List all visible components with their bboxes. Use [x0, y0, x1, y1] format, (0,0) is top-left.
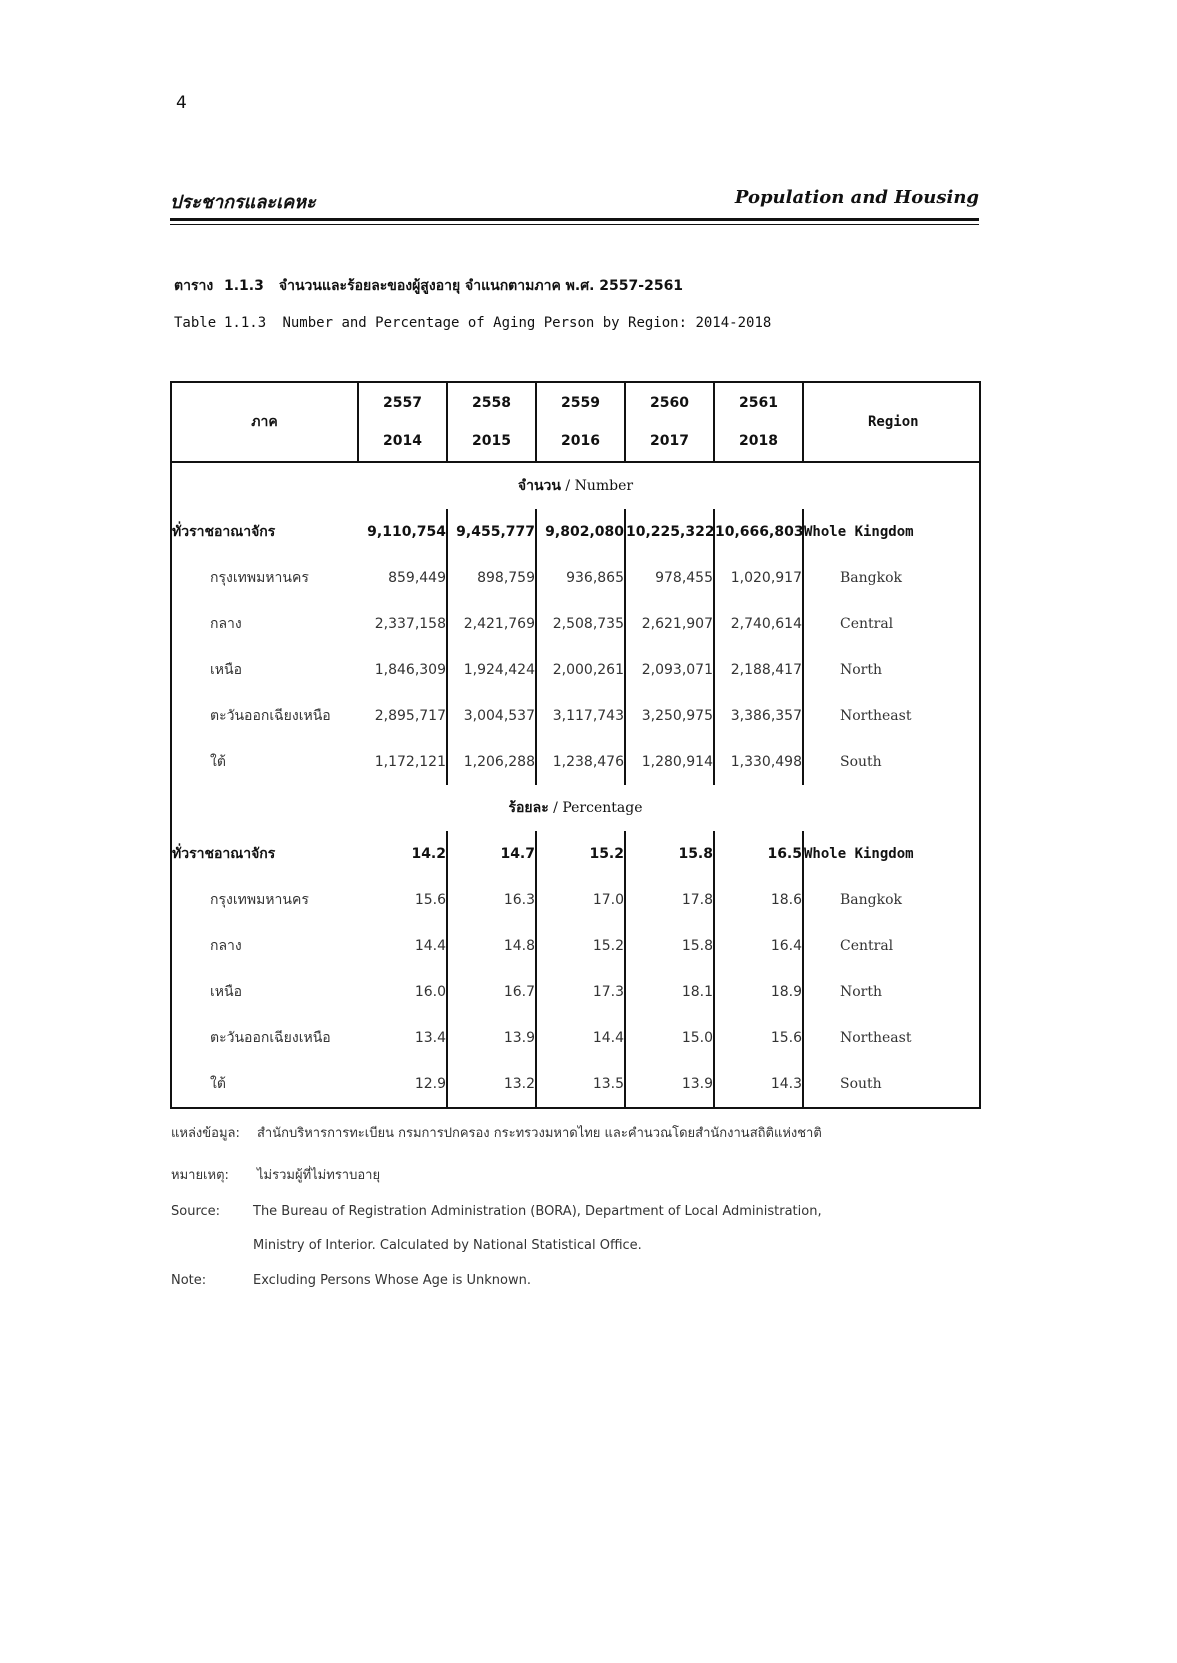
region-name-thai: ทั่วราชอาณาจักร [172, 846, 276, 862]
table-row [171, 509, 980, 555]
value-cell: 15.8 [625, 831, 714, 877]
value-cell: 15.0 [625, 1015, 714, 1061]
region-name-english: Whole Kingdom [804, 846, 914, 862]
header-year-col [536, 382, 625, 462]
region-name-thai: กรุงเทพมหานคร [210, 892, 309, 908]
table-row [171, 923, 980, 969]
value-cell: 2,337,158 [358, 601, 447, 647]
value-cell: 898,759 [447, 555, 536, 601]
source-english-line2: Ministry of Interior. Calculated by National Statistical Office. [253, 1238, 642, 1253]
region-name-english: Northeast [840, 1030, 912, 1046]
source-english-cont [171, 1238, 642, 1253]
region-name-english: North [840, 984, 883, 1000]
header-year-col [358, 382, 447, 462]
region-name-thai: ใต้ [210, 754, 226, 770]
year-thai: 2558 [472, 395, 511, 411]
value-cell: 2,093,071 [625, 647, 714, 693]
region-name-thai: ทั่วราชอาณาจักร [172, 524, 276, 540]
value-cell: 2,188,417 [714, 647, 803, 693]
value-cell: 15.6 [358, 877, 447, 923]
value-cell: 2,421,769 [447, 601, 536, 647]
value-cell: 1,924,424 [447, 647, 536, 693]
year-english: 2017 [650, 433, 689, 449]
value-cell: 16.0 [358, 969, 447, 1015]
value-cell: 2,000,261 [536, 647, 625, 693]
value-cell: 1,020,917 [714, 555, 803, 601]
value-cell: 3,117,743 [536, 693, 625, 739]
value-cell: 12.9 [358, 1061, 447, 1108]
value-cell: 16.4 [714, 923, 803, 969]
region-name-english: Bangkok [840, 892, 903, 908]
note-thai-text: ไม่รวมผู้ที่ไม่ทราบอายุ [257, 1168, 381, 1183]
caption-thai-title: จำนวนและร้อยละของผู้สูงอายุ จำแนกตามภาค พ.ศ. 2557-2561 [278, 278, 684, 294]
region-name-thai: เหนือ [210, 662, 242, 678]
value-cell: 2,895,717 [358, 693, 447, 739]
value-cell: 16.5 [714, 831, 803, 877]
table-row [171, 1015, 980, 1061]
table-row [171, 693, 980, 739]
value-cell: 13.9 [625, 1061, 714, 1108]
table-row [171, 647, 980, 693]
value-cell: 936,865 [536, 555, 625, 601]
value-cell: 1,330,498 [714, 739, 803, 785]
region-name-thai: ใต้ [210, 1076, 226, 1092]
section-title-thai: จำนวน [517, 478, 561, 494]
header-year-col [714, 382, 803, 462]
value-cell: 13.9 [447, 1015, 536, 1061]
value-cell: 3,004,537 [447, 693, 536, 739]
header-region-english: Region [803, 382, 980, 462]
value-cell: 2,740,614 [714, 601, 803, 647]
region-name-english: North [840, 662, 883, 678]
value-cell: 3,250,975 [625, 693, 714, 739]
table-row [171, 969, 980, 1015]
region-name-thai: กลาง [210, 938, 242, 954]
header-thai-title: ประชากรและเคหะ [170, 192, 316, 213]
table-caption-english [174, 315, 771, 331]
source-english-line1: The Bureau of Registration Administration (BORA), Department of Local Administration, [253, 1204, 822, 1219]
year-english: 2018 [739, 433, 778, 449]
table-row [171, 1061, 980, 1108]
note-thai [171, 1164, 380, 1185]
source-thai [171, 1122, 822, 1143]
section-percentage-title-row [171, 785, 980, 831]
value-cell: 14.3 [714, 1061, 803, 1108]
value-cell: 1,846,309 [358, 647, 447, 693]
caption-thai-label: ตาราง [174, 278, 214, 294]
region-name-english: South [840, 754, 882, 770]
value-cell: 13.5 [536, 1061, 625, 1108]
value-cell: 14.8 [447, 923, 536, 969]
value-cell: 15.2 [536, 831, 625, 877]
region-name-thai: เหนือ [210, 984, 242, 1000]
section-title-thai: ร้อยละ [508, 800, 549, 816]
value-cell: 16.3 [447, 877, 536, 923]
value-cell: 18.9 [714, 969, 803, 1015]
section-number-title [171, 462, 980, 509]
header-english-title: Population and Housing [734, 187, 979, 208]
value-cell: 15.2 [536, 923, 625, 969]
header-rule-thick [170, 218, 979, 221]
year-thai: 2557 [383, 395, 422, 411]
value-cell: 14.4 [536, 1015, 625, 1061]
region-name-thai: กลาง [210, 616, 242, 632]
region-name-thai: กรุงเทพมหานคร [210, 570, 309, 586]
year-english: 2014 [383, 433, 422, 449]
table-header-row [171, 382, 980, 462]
section-title-separator: / [548, 800, 563, 816]
section-title-english: Number [574, 478, 634, 494]
table-row [171, 739, 980, 785]
header-region-thai: ภาค [171, 382, 358, 462]
region-name-english: South [840, 1076, 882, 1092]
year-english: 2016 [561, 433, 600, 449]
caption-english-title: Number and Percentage of Aging Person by Region: 2014-2018 [282, 315, 772, 331]
value-cell: 17.0 [536, 877, 625, 923]
source-thai-text: สำนักบริหารการทะเบียน กรมการปกครอง กระทรวงมหาดไทย และคำนวณโดยสำนักงานสถิติแห่งชาติ [257, 1126, 822, 1141]
value-cell: 18.1 [625, 969, 714, 1015]
value-cell: 1,172,121 [358, 739, 447, 785]
section-percentage-title [171, 785, 980, 831]
header-year-col [447, 382, 536, 462]
value-cell: 16.7 [447, 969, 536, 1015]
year-thai: 2561 [739, 395, 778, 411]
value-cell: 18.6 [714, 877, 803, 923]
caption-thai-number: 1.1.3 [224, 278, 264, 294]
note-english-label: Note: [171, 1273, 207, 1288]
value-cell: 10,666,803 [714, 509, 803, 555]
aging-population-table [170, 381, 981, 1109]
caption-english-label: Table [174, 315, 217, 331]
page-number: 4 [176, 93, 187, 113]
table-row [171, 831, 980, 877]
region-name-thai: ตะวันออกเฉียงเหนือ [210, 708, 331, 724]
region-name-english: Whole Kingdom [804, 524, 914, 540]
table-caption-thai [174, 275, 683, 297]
region-name-english: Central [840, 938, 894, 954]
value-cell: 17.8 [625, 877, 714, 923]
value-cell: 9,455,777 [447, 509, 536, 555]
value-cell: 1,206,288 [447, 739, 536, 785]
caption-english-number: 1.1.3 [224, 315, 267, 331]
section-title-english: Percentage [562, 800, 643, 816]
note-english-text: Excluding Persons Whose Age is Unknown. [253, 1273, 531, 1288]
value-cell: 10,225,322 [625, 509, 714, 555]
table-row [171, 877, 980, 923]
source-english-label: Source: [171, 1204, 221, 1219]
value-cell: 1,280,914 [625, 739, 714, 785]
region-name-english: Bangkok [840, 570, 903, 586]
value-cell: 859,449 [358, 555, 447, 601]
section-number-title-row [171, 462, 980, 509]
year-english: 2015 [472, 433, 511, 449]
value-cell: 13.2 [447, 1061, 536, 1108]
note-english [171, 1273, 531, 1288]
source-english [171, 1204, 822, 1219]
section-title-separator: / [560, 478, 575, 494]
value-cell: 9,802,080 [536, 509, 625, 555]
year-thai: 2559 [561, 395, 600, 411]
value-cell: 15.8 [625, 923, 714, 969]
note-thai-label: หมายเหตุ: [171, 1168, 229, 1183]
value-cell: 2,508,735 [536, 601, 625, 647]
value-cell: 978,455 [625, 555, 714, 601]
region-name-english: Northeast [840, 708, 912, 724]
value-cell: 14.4 [358, 923, 447, 969]
value-cell: 15.6 [714, 1015, 803, 1061]
value-cell: 2,621,907 [625, 601, 714, 647]
table-row [171, 555, 980, 601]
value-cell: 17.3 [536, 969, 625, 1015]
header-rule-thin [170, 224, 979, 225]
source-thai-label: แหล่งข้อมูล: [171, 1126, 240, 1141]
value-cell: 14.2 [358, 831, 447, 877]
value-cell: 1,238,476 [536, 739, 625, 785]
value-cell: 13.4 [358, 1015, 447, 1061]
header-year-col [625, 382, 714, 462]
value-cell: 14.7 [447, 831, 536, 877]
region-name-english: Central [840, 616, 894, 632]
region-name-thai: ตะวันออกเฉียงเหนือ [210, 1030, 331, 1046]
value-cell: 3,386,357 [714, 693, 803, 739]
table-row [171, 601, 980, 647]
value-cell: 9,110,754 [358, 509, 447, 555]
year-thai: 2560 [650, 395, 689, 411]
